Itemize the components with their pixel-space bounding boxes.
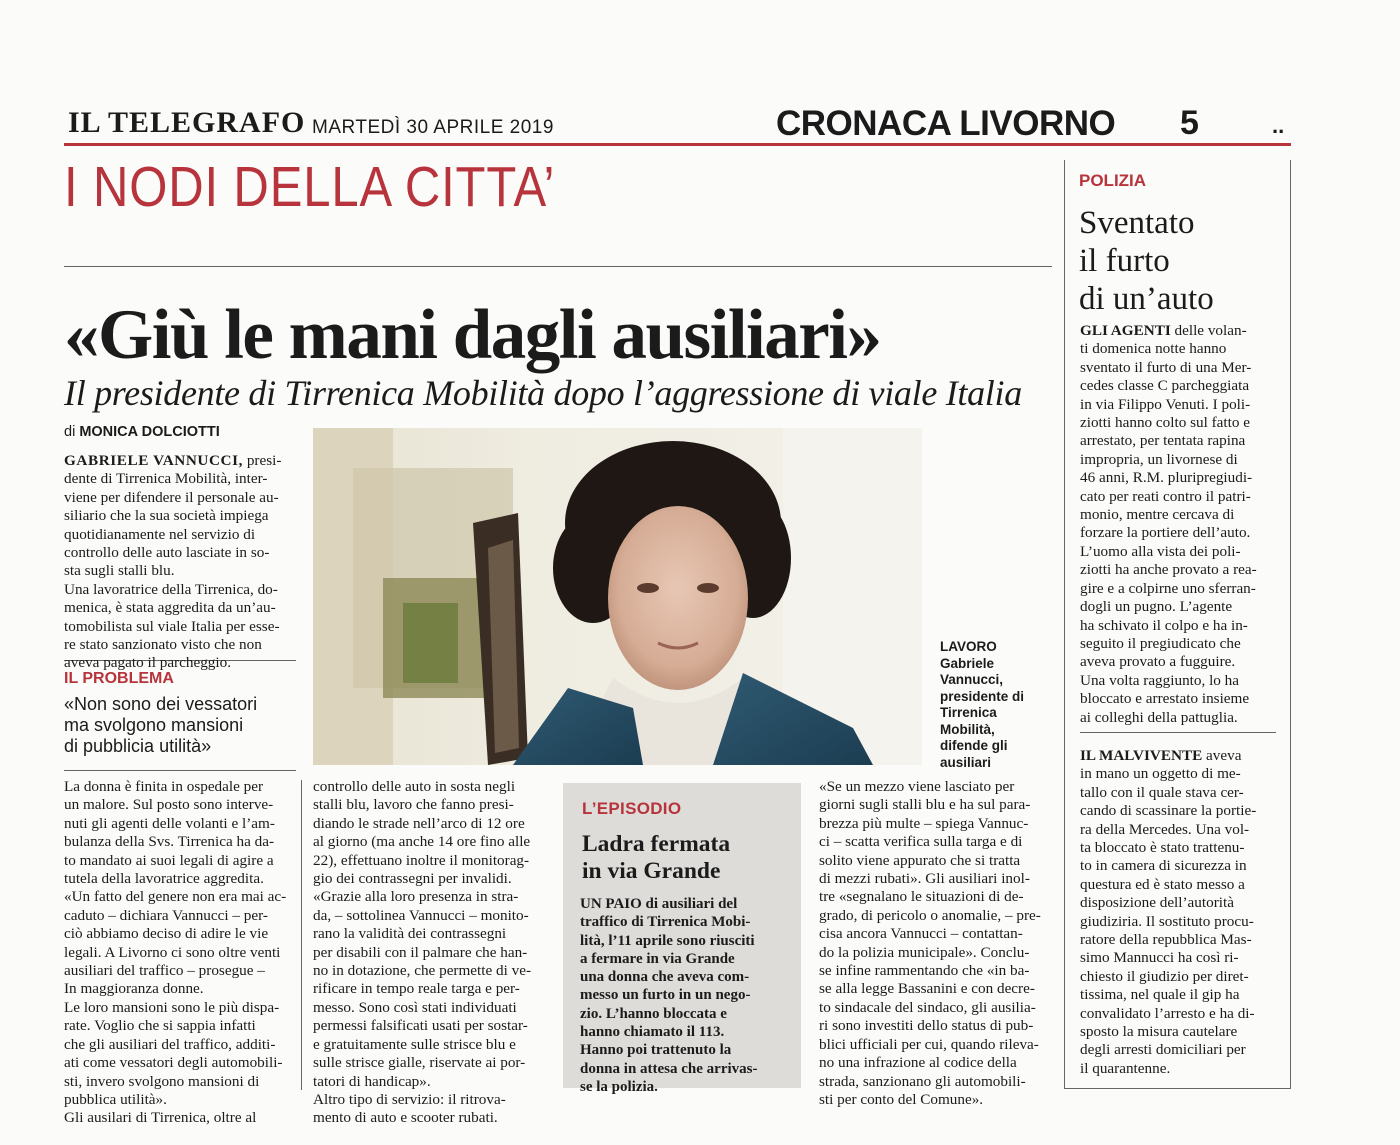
quote-line: ma svolgono mansioni	[64, 715, 244, 735]
sidebar-line: monio, mentre cercava di	[1080, 506, 1235, 524]
body-line: «Grazie alla loro presenza in stra-	[313, 888, 519, 906]
body-line: to mandato ai suoi legali di agire a	[64, 851, 274, 869]
body-line: «Se un mezzo viene lasciato per	[819, 778, 1015, 795]
caption-line: ausiliari	[940, 754, 992, 770]
body-line: se infine rammentando che «in ba-	[819, 962, 1030, 980]
body-line: al giorno (ma anche 14 ore fino alle	[313, 833, 531, 851]
caption-line: Vannucci,	[940, 672, 1004, 687]
body-line: nuti gli agenti delle volanti e l’am-	[64, 814, 275, 832]
byline-author: MONICA DOLCIOTTI	[79, 424, 220, 440]
sidebar-line: Una volta raggiunto, lo ha	[1080, 671, 1240, 689]
newspaper-name: IL TELEGRAFO	[68, 106, 306, 139]
problem-quote	[64, 694, 296, 757]
body-line: Altro tipo di servizio: il ritrova-	[313, 1090, 506, 1108]
body-line: no in dotazione, che permette di ve-	[313, 962, 532, 980]
sidebar-bottom-rule	[1064, 1088, 1291, 1089]
sidebar-right-rule	[1290, 160, 1291, 1088]
sidebar-line: ha schivato il colpo e ha in-	[1080, 616, 1248, 634]
sidebar-line: impropria, un livornese di	[1080, 450, 1238, 468]
intro-line: viene per difendere il personale au-	[64, 488, 279, 506]
body-line: strada, sanzionano gli automobili-	[819, 1072, 1026, 1090]
body-line: ati come vessatori degli automobili-	[64, 1054, 283, 1072]
episode-text	[580, 895, 776, 1096]
quote-line: «Non sono dei vessatori	[64, 694, 258, 714]
sidebar-line: ra della Mercedes. Una vol-	[1080, 820, 1250, 838]
body-line: legali. A Livorno ci sono oltre venti	[64, 943, 281, 961]
episode-line: donna in attesa che arrivas-	[580, 1060, 758, 1077]
problem-label: IL PROBLEMA	[64, 670, 174, 687]
sidebar-line: aveva provato a fugguire.	[1080, 653, 1236, 671]
body-line: bulanza della Svs. Tirrenica ha da-	[64, 833, 275, 851]
episode-line: zio. L’hanno bloccata e	[580, 1005, 727, 1022]
intro-line: GABRIELE VANNUCCI, presi-	[64, 452, 282, 469]
photo-caption	[940, 639, 1024, 771]
body-line: Gli ausilari di Tirrenica, oltre al	[64, 1109, 257, 1127]
intro-line: siliario che la sua società impiega	[64, 507, 269, 525]
sidebar-line: questura ed è stato messo a	[1080, 875, 1245, 893]
intro-line: re stato sanzionato visto che non	[64, 636, 262, 654]
sidebar-line: GLI AGENTI delle volan-	[1080, 322, 1247, 339]
sidebar-line: giudiziria. Il sostituto procu-	[1080, 912, 1254, 930]
intro-line: menica, è stata aggredita da un’au-	[64, 599, 276, 617]
episode-line: se la polizia.	[580, 1078, 658, 1095]
page-number: 5	[1180, 104, 1199, 142]
episode-line: lità, l’11 aprile sono riusciti	[580, 932, 755, 949]
body-line: In maggioranza donne.	[64, 980, 204, 998]
sidebar-line: convalidato l’arresto e ha di-	[1080, 1004, 1255, 1022]
body-line: permessi falsificati usati per sostar-	[313, 1017, 528, 1035]
body-line: 22), effettuano inoltre il monitorag-	[313, 851, 530, 869]
sidebar-line: IL MALVIVENTE aveva	[1080, 746, 1242, 764]
episode-line: una donna che aveva com-	[580, 969, 750, 986]
episode-label: L’EPISODIO	[582, 799, 682, 818]
sidebar-line: cato per reati contro il patri-	[1080, 487, 1251, 505]
body-line: «Un fatto del genere non era mai ac-	[64, 888, 287, 906]
sidebar-title-line: il furto	[1079, 243, 1170, 279]
sidebar-line: ai colleghi della pattuglia.	[1080, 708, 1238, 726]
body-line: solito viene appurato che si tratta	[819, 851, 1021, 869]
body-line: tatori di handicap».	[313, 1072, 431, 1090]
body-line: ci – scatta verifica sulla targa e di	[819, 833, 1023, 851]
episode-line: hanno chiamato il 113.	[580, 1024, 725, 1041]
body-line: messo. Sono così stati individuati	[313, 998, 517, 1016]
body-line: ciò abbiamo deciso di adire le vie	[64, 925, 269, 943]
body-line: controllo delle auto in sosta negli	[313, 778, 516, 795]
body-line: pubblica utilità».	[64, 1090, 167, 1108]
body-line: rate. Voglio che si sappia infatti	[64, 1017, 256, 1035]
body-line: cisa ancora Vannucci – contattan-	[819, 925, 1023, 943]
sidebar-line: arrestato, per tentata rapina	[1080, 432, 1246, 450]
sidebar-divider	[1064, 160, 1065, 1088]
byline-prefix: di	[64, 424, 76, 440]
section-kicker: I NODI DELLA CITTA’	[64, 155, 556, 219]
kicker-rule	[64, 266, 1052, 267]
body-line: di mezzi rubati». Gli ausiliari inol-	[819, 870, 1030, 888]
sidebar-line: L’uomo alla vista dei poli-	[1080, 542, 1241, 560]
body-line: stalli blu, lavoro che fanno presi-	[313, 796, 514, 814]
intro-line: sta sugli stalli blu.	[64, 562, 175, 580]
sidebar-line: 46 anni, R.M. pluripregiudi-	[1080, 469, 1253, 487]
sidebar-line: ratore della repubblica Mas-	[1080, 931, 1252, 948]
body-line: ri sono investiti dello status di pub-	[819, 1017, 1034, 1035]
body-column-1	[64, 778, 296, 1128]
episode-title-line: Ladra fermata	[582, 831, 731, 857]
episode-title-line: in via Grande	[582, 858, 721, 884]
sidebar-line: chiesto il giudizio per diret-	[1080, 967, 1249, 985]
body-line: che gli ausiliari del traffico, additi-	[64, 1035, 276, 1053]
issue-date: MARTEDÌ 30 APRILE 2019	[312, 117, 554, 138]
sidebar-title-line: di un’auto	[1079, 281, 1214, 317]
body-line: sulle strisce gialle, riservate ai por-	[313, 1054, 526, 1072]
sidebar-line: disposizione dell’autorità	[1080, 894, 1234, 912]
subheadline: Il presidente di Tirrenica Mobilità dopo l’aggressione di viale Italia	[64, 373, 1022, 413]
body-rule	[64, 770, 296, 771]
body-line: e gratuitamente sulle strisce blu e	[313, 1035, 516, 1053]
page-dots: ..	[1272, 113, 1285, 138]
body-line: to sindacale del sindaco, gli ausilia-	[819, 998, 1036, 1016]
body-line: mento di auto e scooter rubati.	[313, 1109, 498, 1127]
intro-line: aveva pagato il parcheggio.	[64, 654, 231, 672]
sidebar-line: to in camera di sicurezza in	[1080, 857, 1247, 875]
episode-line: a fermare in via Grande	[580, 950, 735, 967]
caption-line: Tirrenica	[940, 705, 997, 720]
caption-line: LAVORO	[940, 639, 997, 654]
intro-line: controllo delle auto lasciate in so-	[64, 544, 270, 562]
sidebar-lead-1: GLI AGENTI	[1080, 322, 1171, 339]
sidebar-line: simo Mannucci ha così ri-	[1080, 949, 1239, 967]
sidebar-line: in via Filippo Venuti. I poli-	[1080, 395, 1251, 413]
sidebar-line: cedes classe C parcheggiata	[1080, 377, 1250, 395]
body-line: da, – sottolinea Vannucci – monito-	[313, 906, 529, 924]
intro-line: quotidianamente nel servizio di	[64, 525, 256, 543]
masthead-rule	[64, 143, 1291, 146]
sidebar-line: tallo con il quale stava cer-	[1080, 783, 1244, 801]
sidebar-line: sventato il furto di una Mer-	[1080, 358, 1252, 376]
body-line: un malore. Sul posto sono interve-	[64, 796, 274, 814]
body-line: rificare in tempo reale targa e per-	[313, 980, 520, 998]
sidebar-line: gire e a colpirne uno sferran-	[1080, 579, 1256, 597]
body-line: tutela della lavoratrice aggredita.	[64, 870, 264, 888]
body-column-2	[313, 778, 545, 1128]
episode-line: traffico di Tirrenica Mobi-	[580, 914, 751, 931]
body-line: do la polizia municipale». Conclu-	[819, 943, 1030, 961]
body-column-3	[819, 778, 1047, 1109]
intro-lead: GABRIELE VANNUCCI,	[64, 452, 244, 469]
section-title: CRONACA LIVORNO	[776, 104, 1116, 143]
body-line: caduto – dichiara Vannucci – per-	[64, 906, 268, 924]
body-line: brezza più multe – spiega Vannuc-	[819, 814, 1029, 832]
intro-paragraph	[64, 452, 296, 673]
col-divider-1	[301, 780, 302, 1090]
body-line: grado, di pericolo o anomalie, – pre-	[819, 906, 1041, 924]
sidebar-title-line: Sventato	[1079, 205, 1195, 241]
body-line: gio dei contrassegni per invalidi.	[313, 870, 512, 888]
sidebar-line: forzare la portiere dell’auto.	[1080, 524, 1251, 542]
body-line: sti, invero svolgono mansioni di	[64, 1072, 260, 1090]
body-line: La donna è finita in ospedale per	[64, 778, 264, 795]
caption-line: difende gli	[940, 738, 1008, 753]
sidebar-line: ti domenica notte hanno	[1080, 340, 1227, 358]
sidebar-line: ziotti ha anche provato a rea-	[1080, 561, 1257, 579]
body-line: giorni sugli stalli blu e ha sul para-	[819, 796, 1031, 814]
intro-line: Una lavoratrice della Tirrenica, do-	[64, 580, 278, 598]
sidebar-line: ta bloccato è stato trattenu-	[1080, 838, 1245, 856]
caption-line: presidente di	[940, 688, 1025, 704]
episode-line: messo un furto in un nego-	[580, 987, 751, 1004]
intro-line: tomobilista sul viale Italia per esse-	[64, 617, 280, 635]
headline: «Giù le mani dagli ausiliari»	[64, 296, 881, 374]
body-line: blici ufficiali per cui, quando rileva-	[819, 1035, 1039, 1053]
sidebar-line: ziotti hanno colto sul fatto e	[1080, 414, 1250, 432]
quote-line: di pubblicia utilità»	[64, 736, 212, 756]
body-line: diando le strade nell’arco di 12 ore	[313, 814, 525, 832]
episode-line: Hanno poi trattenuto la	[580, 1042, 732, 1059]
caption-line: Gabriele	[940, 655, 995, 671]
sidebar-line: seguito il pregiudicato che	[1080, 634, 1241, 652]
sidebar-lead-2: IL MALVIVENTE	[1080, 746, 1203, 764]
sidebar-line: il quarantenne.	[1080, 1059, 1171, 1077]
byline	[64, 424, 220, 440]
sidebar-title	[1079, 204, 1214, 318]
sidebar-line: bloccato e arrestato insieme	[1080, 690, 1250, 708]
body-line: no una infrazione al codice della	[819, 1054, 1017, 1072]
sidebar-line: cando di scassinare la portie-	[1080, 802, 1257, 820]
sidebar-line: sposto la misura cautelare	[1080, 1023, 1238, 1041]
body-line: se alla legge Bassanini e con decre-	[819, 980, 1035, 998]
body-line: ausiliari del traffico – prosegue –	[64, 962, 265, 980]
sidebar-line: tissima, nel quale il gip ha	[1080, 986, 1240, 1004]
portrait-photo	[313, 428, 922, 765]
body-line: tre «segnalano le situazioni di de-	[819, 888, 1024, 906]
episode-line: UN PAIO di ausiliari del	[580, 896, 738, 912]
intro-line: dente di Tirrenica Mobilità, inter-	[64, 470, 268, 488]
sidebar-line: degli arresti domiciliari per	[1080, 1041, 1246, 1059]
sidebar-line: in mano un oggetto di me-	[1080, 765, 1241, 783]
sidebar-body	[1080, 322, 1276, 1078]
body-line: sti per conto del Comune».	[819, 1090, 984, 1108]
body-line: Le loro mansioni sono le più dispa-	[64, 998, 280, 1016]
body-line: per disabili con il palmare che han-	[313, 943, 528, 961]
portrait-image	[313, 428, 922, 765]
sidebar-label: POLIZIA	[1079, 171, 1147, 190]
body-line: rano la validità dei contrassegni	[313, 925, 507, 943]
episode-title	[582, 831, 730, 885]
sidebar-line: dogli un pugno. L’agente	[1080, 598, 1233, 616]
caption-line: Mobilità,	[940, 721, 995, 737]
